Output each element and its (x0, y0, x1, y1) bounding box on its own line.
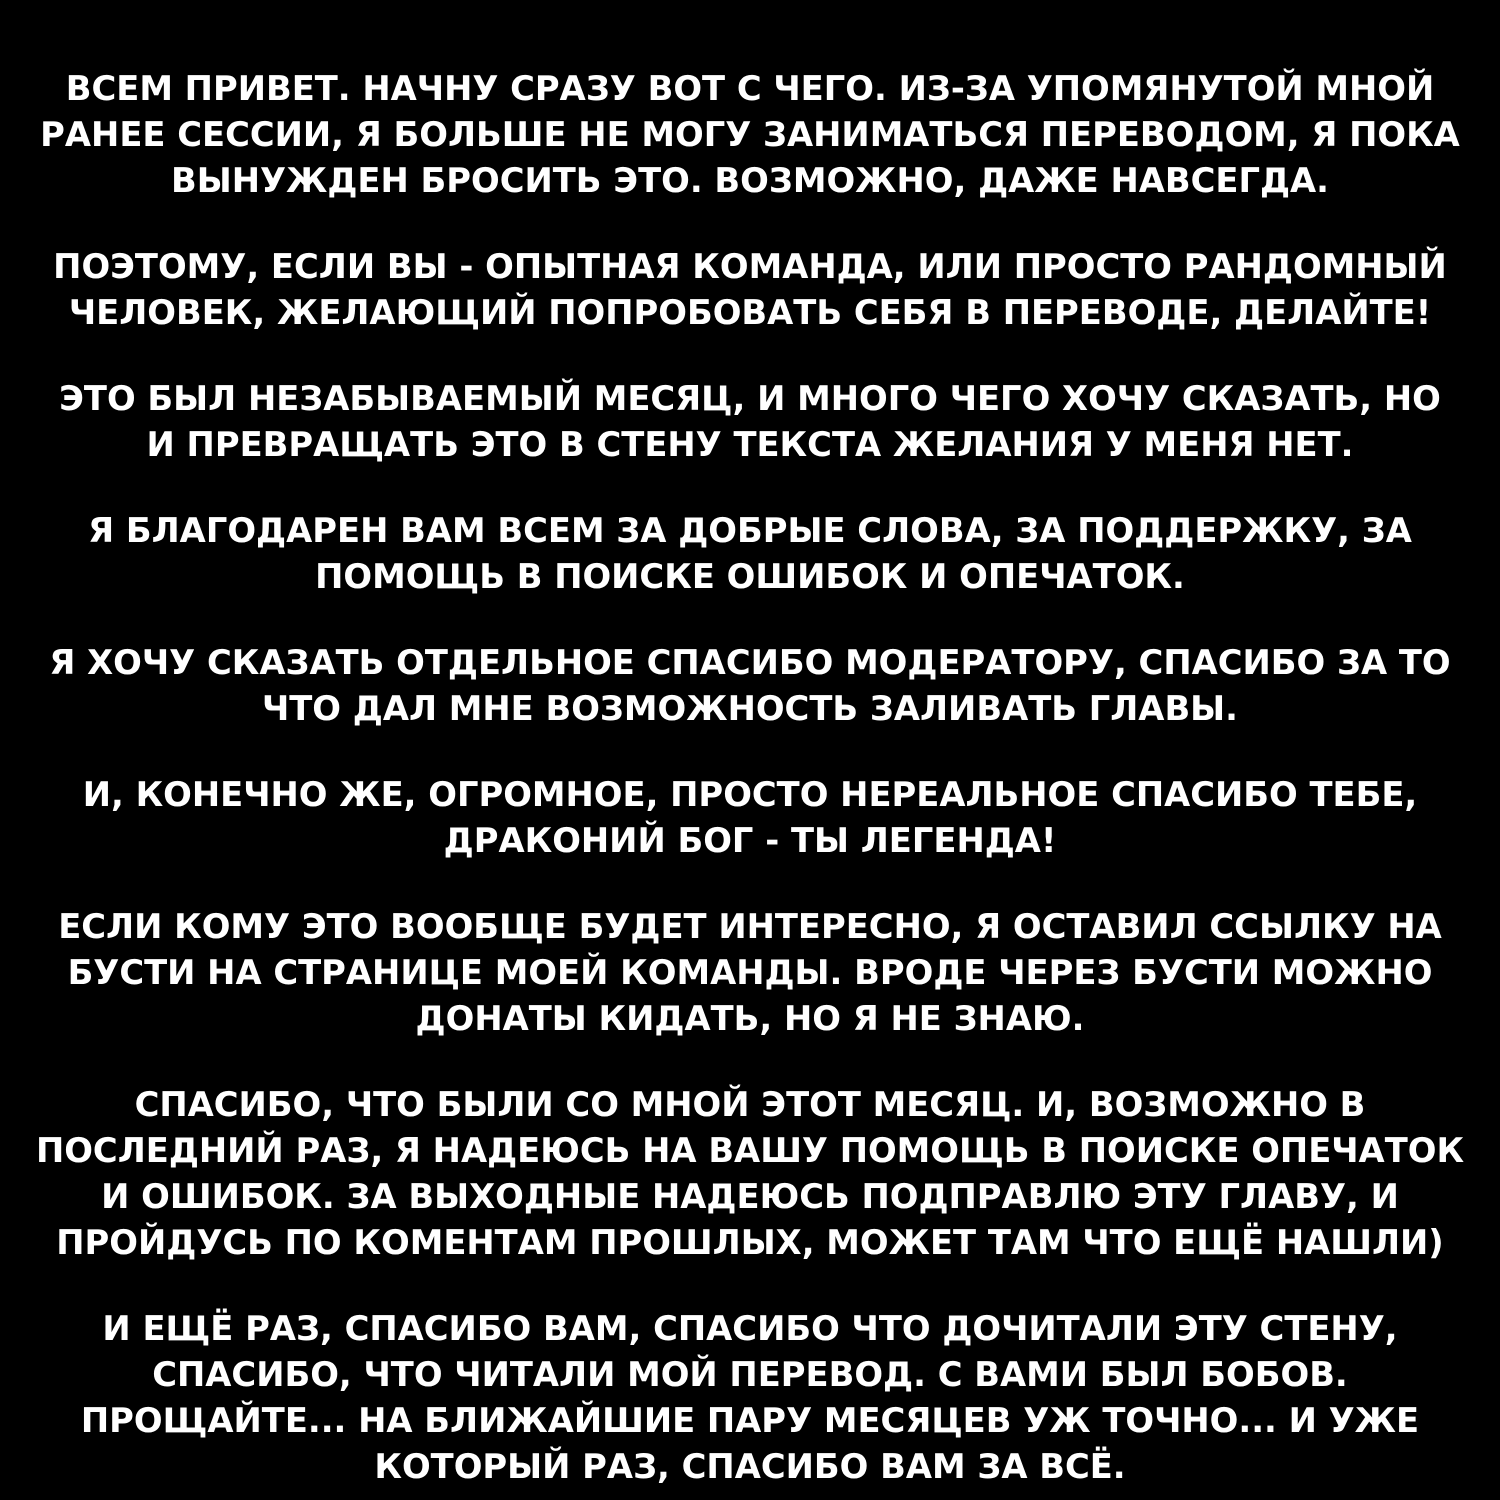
text-line: ВСЕМ ПРИВЕТ. НАЧНУ СРАЗУ ВОТ С ЧЕГО. ИЗ-ЗА УПОМЯНУТОЙ МНОЙ (65, 69, 1435, 109)
paragraph-thanks-month (5, 1082, 1495, 1266)
text-line: И ОШИБОК. ЗА ВЫХОДНЫЕ НАДЕЮСЬ ПОДПРАВЛЮ ЭТУ ГЛАВУ, И (101, 1177, 1399, 1217)
text-line: ЕСЛИ КОМУ ЭТО ВООБЩЕ БУДЕТ ИНТЕРЕСНО, Я ОСТАВИЛ ССЫЛКУ НА (58, 907, 1442, 947)
text-line: ЭТО БЫЛ НЕЗАБЫВАЕМЫЙ МЕСЯЦ, И МНОГО ЧЕГО ХОЧУ СКАЗАТЬ, НО (59, 379, 1441, 419)
text-line: ПОМОЩЬ В ПОИСКЕ ОШИБОК И ОПЕЧАТОК. (315, 557, 1185, 597)
paragraph-moderator (5, 640, 1495, 732)
text-line: И ЕЩЁ РАЗ, СПАСИБО ВАМ, СПАСИБО ЧТО ДОЧИТАЛИ ЭТУ СТЕНУ, (102, 1309, 1398, 1349)
text-line: РАНЕЕ СЕССИИ, Я БОЛЬШЕ НЕ МОГУ ЗАНИМАТЬСЯ ПЕРЕВОДОМ, Я ПОКА (40, 115, 1460, 155)
paragraph-month (5, 376, 1495, 468)
paragraph-dragon-god (5, 772, 1495, 864)
text-line: И ПРЕВРАЩАТЬ ЭТО В СТЕНУ ТЕКСТА ЖЕЛАНИЯ У МЕНЯ НЕТ. (146, 425, 1354, 465)
paragraph-boosty (5, 904, 1495, 1042)
text-line: ДРАКОНИЙ БОГ - ТЫ ЛЕГЕНДА! (443, 821, 1057, 861)
text-line: ПРОЙДУСЬ ПО КОМЕНТАМ ПРОШЛЫХ, МОЖЕТ ТАМ ЧТО ЕЩЁ НАШЛИ) (56, 1223, 1444, 1263)
text-line: КОТОРЫЙ РАЗ, СПАСИБО ВАМ ЗА ВСЁ. (374, 1447, 1126, 1487)
text-line: ПРОЩАЙТЕ... НА БЛИЖАЙШИЕ ПАРУ МЕСЯЦЕВ УЖ ТОЧНО... И УЖЕ (80, 1401, 1420, 1441)
text-line: ЧЕЛОВЕК, ЖЕЛАЮЩИЙ ПОПРОБОВАТЬ СЕБЯ В ПЕРЕВОДЕ, ДЕЛАЙТЕ! (68, 293, 1432, 333)
text-line: ПОЭТОМУ, ЕСЛИ ВЫ - ОПЫТНАЯ КОМАНДА, ИЛИ ПРОСТО РАНДОМНЫЙ (53, 247, 1447, 287)
text-line: ПОСЛЕДНИЙ РАЗ, Я НАДЕЮСЬ НА ВАШУ ПОМОЩЬ В ПОИСКЕ ОПЕЧАТОК (35, 1131, 1465, 1171)
paragraph-intro (5, 66, 1495, 204)
paragraph-gratitude (5, 508, 1495, 600)
paragraph-farewell (5, 1306, 1495, 1490)
text-line: СПАСИБО, ЧТО ЧИТАЛИ МОЙ ПЕРЕВОД. С ВАМИ БЫЛ БОБОВ. (152, 1355, 1348, 1395)
paragraph-invitation (5, 244, 1495, 336)
text-line: ВЫНУЖДЕН БРОСИТЬ ЭТО. ВОЗМОЖНО, ДАЖЕ НАВСЕГДА. (170, 161, 1330, 201)
text-line: ДОНАТЫ КИДАТЬ, НО Я НЕ ЗНАЮ. (415, 999, 1085, 1039)
text-line: Я ХОЧУ СКАЗАТЬ ОТДЕЛЬНОЕ СПАСИБО МОДЕРАТОРУ, СПАСИБО ЗА ТО (49, 643, 1451, 683)
text-line: БУСТИ НА СТРАНИЦЕ МОЕЙ КОМАНДЫ. ВРОДЕ ЧЕРЕЗ БУСТИ МОЖНО (67, 953, 1433, 993)
text-line: Я БЛАГОДАРЕН ВАМ ВСЕМ ЗА ДОБРЫЕ СЛОВА, ЗА ПОДДЕРЖКУ, ЗА (88, 511, 1412, 551)
text-line: СПАСИБО, ЧТО БЫЛИ СО МНОЙ ЭТОТ МЕСЯЦ. И, ВОЗМОЖНО В (134, 1085, 1366, 1125)
text-line: ЧТО ДАЛ МНЕ ВОЗМОЖНОСТЬ ЗАЛИВАТЬ ГЛАВЫ. (261, 689, 1239, 729)
text-line: И, КОНЕЧНО ЖЕ, ОГРОМНОЕ, ПРОСТО НЕРЕАЛЬНОЕ СПАСИБО ТЕБЕ, (82, 775, 1418, 815)
